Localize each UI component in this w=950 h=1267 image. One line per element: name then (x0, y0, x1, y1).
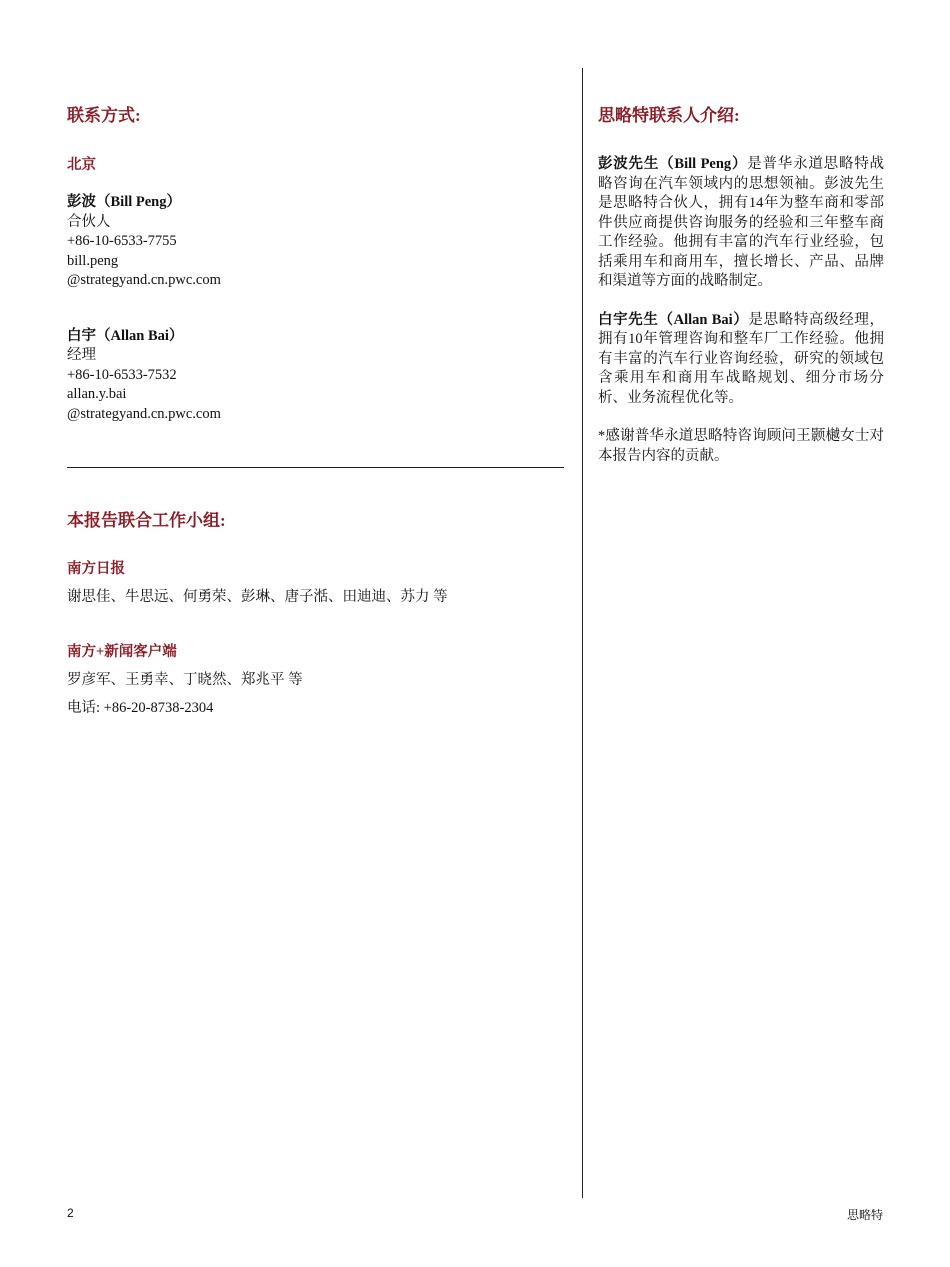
column-divider (582, 68, 583, 1198)
team-members: 罗彦军、王勇幸、丁晓然、郑兆平 等 (67, 672, 303, 688)
acknowledgement-note: *感谢普华永道思略特咨询顾问王颢樾女士对本报告内容的贡献。 (598, 428, 884, 464)
bio-text: 是普华永道思略特战略咨询在汽车领域内的思想领袖。彭波先生是思略特合伙人，拥有14年为整车商和零部件供应商提供咨询服务的经验和三年整车商工作经验。他拥有丰富的汽车行业经验，包括乘用车和商用车，擅长增长、产品、品牌和渠道等方面的战略制定。 (598, 156, 884, 289)
contact-heading: 联系方式: (67, 106, 141, 125)
team-members: 谢思佳、牛思远、何勇荣、彭琳、唐子湉、田迪迪、苏力 等 (67, 589, 448, 605)
intro-heading: 思略特联系人介绍: (598, 106, 740, 125)
bio-name: 彭波先生（Bill Peng） (598, 156, 748, 172)
contact-phone: +86-10-6533-7755 (67, 233, 177, 249)
page-number: 2 (67, 1206, 74, 1220)
right-column (598, 104, 884, 466)
contact-email-domain: @strategyand.cn.pwc.com (67, 405, 221, 422)
team-phone: 电话: +86-20-8738-2304 (67, 700, 214, 716)
beijing-label: 北京 (67, 157, 96, 173)
left-column (67, 104, 564, 424)
bio-name: 白宇先生（Allan Bai） (598, 311, 749, 328)
contact-email-user: bill.peng (67, 252, 119, 269)
footer-brand: 思略特 (846, 1208, 883, 1222)
contact-phone: +86-10-6533-7532 (67, 366, 177, 383)
contact-email-domain: @strategyand.cn.pwc.com (67, 272, 221, 288)
contact-email-user: allan.y.bai (67, 386, 127, 402)
contact-title: 经理 (67, 347, 96, 363)
bio-text: 是思略特高级经理，拥有10年管理咨询和整车厂工作经验。他拥有丰富的汽车行业咨询经验，研究的领域包含乘用车和商用车战略规划、细分市场分析、业务流程优化等。 (598, 311, 885, 406)
section-divider (67, 467, 564, 468)
team-org-nanfang-plus: 南方+新闻客户端 (67, 644, 177, 660)
team-heading: 本报告联合工作小组: (67, 511, 226, 530)
bio-bill-peng (598, 155, 884, 292)
contact-title: 合伙人 (67, 213, 111, 230)
contact-card-bill-peng (67, 193, 564, 291)
contact-name: 白宇（Allan Bai） (67, 327, 184, 344)
team-section (67, 509, 564, 718)
contact-card-allan-bai (67, 327, 564, 425)
bio-allan-bai (598, 311, 884, 409)
team-org-nanfang-daily: 南方日报 (67, 561, 125, 577)
contact-name: 彭波（Bill Peng） (67, 194, 181, 210)
